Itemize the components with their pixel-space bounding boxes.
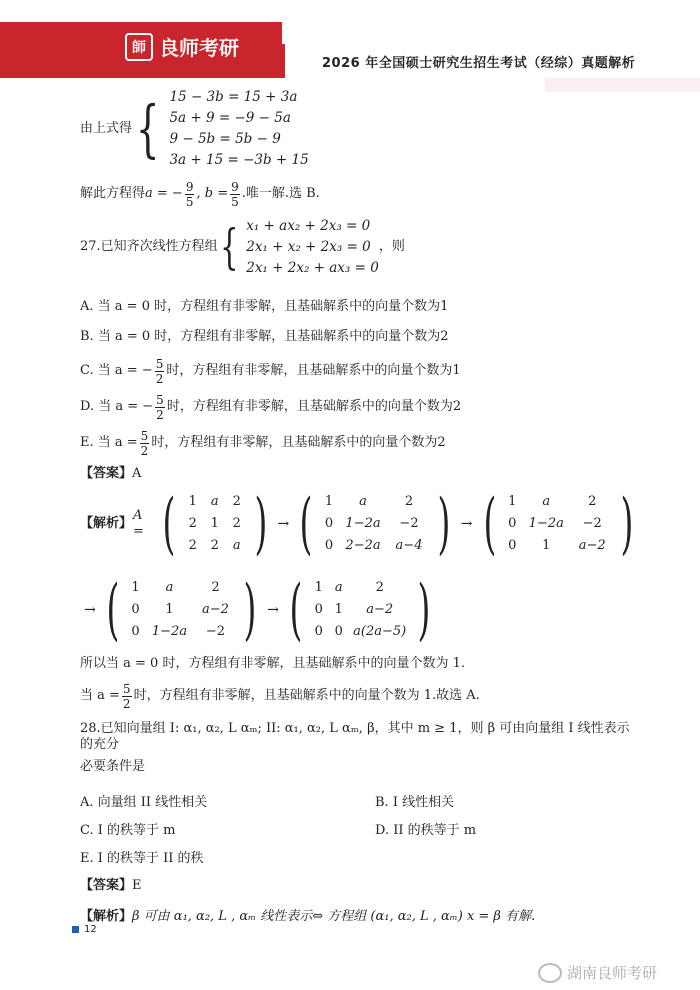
matrix-cell: a−4	[395, 538, 423, 554]
watermark	[538, 962, 657, 983]
q27-stem	[80, 214, 640, 280]
matrix-cell: 2	[404, 494, 414, 510]
matrix-cell: a−2	[578, 538, 606, 554]
q28-option-e: E. I 的秩等于 II 的秩	[80, 851, 204, 867]
matrix-cell: 2	[232, 494, 241, 510]
q26-a-frac: $\frac{9}{5}$	[185, 179, 194, 209]
watermark-text: 湖南良师考研	[567, 964, 658, 982]
matrix-cell: a(2a−5)	[353, 624, 407, 640]
matrix-3-grid	[502, 491, 614, 557]
q28-option-d: D. II 的秩等于 m	[375, 823, 477, 839]
header-white-area	[280, 22, 700, 44]
matrix-cell: 2	[210, 538, 219, 554]
matrix-cell: 2	[375, 580, 384, 596]
q28-answer	[80, 874, 640, 898]
matrix-cell: 1	[542, 538, 551, 554]
matrix-cell: 0	[324, 538, 334, 554]
matrix-cell: 0	[131, 624, 140, 640]
q27-stem-end: ，则	[378, 239, 405, 255]
matrix-cell: 2	[232, 516, 241, 532]
matrix-cell: −2	[399, 516, 419, 532]
brand-name: 良师考研	[159, 36, 239, 60]
q27-eq1: x₁ + ax₂ + 2x₃ = 0	[246, 217, 371, 234]
matrix-cell: 2−2a	[345, 538, 381, 554]
matrix-cell: a	[359, 494, 367, 510]
q26-system	[80, 88, 640, 170]
q28-options-row1	[80, 790, 640, 816]
q27-analysis-label: 【解析】	[80, 516, 133, 532]
q27-stem-text: 27.已知齐次线性方程组	[80, 239, 218, 255]
q28-option-c: C. I 的秩等于 m	[80, 823, 176, 839]
q26-lead: 由上式得	[80, 121, 133, 137]
matrix-cell: 1−2a	[345, 516, 381, 532]
q28-option-b: B. I 线性相关	[375, 795, 455, 811]
matrix-2-grid	[319, 491, 431, 557]
matrix-cell: 0	[131, 602, 140, 618]
matrix-cell: a	[232, 538, 241, 554]
matrix-3: ( 1 a 2 0 1−2a −2 0 1 a−2 )	[482, 485, 634, 562]
matrix-4-grid	[125, 577, 237, 643]
matrix-cell: 1	[188, 494, 197, 510]
matrix-cell: a−2	[366, 602, 394, 618]
matrix-4: ( 1 a 2 0 1 a−2 0 1−2a −2 )	[106, 571, 257, 648]
matrix-cell: a	[210, 494, 219, 510]
matrix-cell: 2	[211, 580, 220, 596]
q27-option-a: A. 当 a = 0 时，方程组有非零解，且基础解系中的向量个数为1	[80, 299, 449, 315]
matrix-cell: a	[542, 494, 551, 510]
q27-analysis-row2	[80, 572, 640, 648]
q28-options-row2	[80, 818, 640, 844]
matrix-1: ( 1 a 2 2 1 2 2 2 a )	[162, 485, 268, 562]
q28-option-a: A. 向量组 II 线性相关	[80, 795, 208, 811]
matrix-cell: 0	[334, 624, 343, 640]
q26-sol-prefix: 解此方程得	[80, 186, 146, 202]
q27-option-e: E. 当 a = $\frac{5}{2}$ 时，方程组有非零解，且基础解系中的向量个数为2	[80, 428, 446, 458]
q26-sol-suffix: .唯一解.选 B.	[241, 186, 320, 202]
q28-answer-value: E	[132, 878, 142, 894]
weibo-icon	[538, 963, 562, 983]
q27-analysis-row1	[80, 486, 640, 562]
q27-option-c: C. 当 a = − $\frac{5}{2}$ 时，方程组有非零解，且基础解系中的向量个数为1	[80, 356, 461, 386]
logo-icon: 師	[125, 33, 153, 61]
q28-answer-label: 【答案】	[80, 878, 133, 894]
q28-analysis-label: 【解析】	[80, 909, 133, 925]
matrix-cell: a	[165, 580, 174, 596]
q26-equations	[169, 87, 308, 171]
q27-option-d: D. 当 a = − $\frac{5}{2}$ 时，方程组有非零解，且基础解系中的向量个数为2	[80, 392, 462, 422]
matrix-cell: 0	[508, 516, 517, 532]
matrix-cell: a	[334, 580, 343, 596]
q27-answer-value: A	[132, 466, 142, 482]
matrix-cell: 1	[314, 580, 323, 596]
q27-equations	[246, 216, 379, 279]
matrix-2: ( 1 a 2 0 1−2a −2 0 2−2a a−4 )	[299, 485, 451, 562]
page-number	[72, 924, 97, 935]
matrix-cell: 0	[314, 602, 323, 618]
matrix-cell: 2	[188, 516, 197, 532]
q27-A-eq: A =	[133, 508, 144, 539]
q27-eq2: 2x₁ + x₂ + 2x₃ = 0	[246, 238, 371, 255]
matrix-cell: −2	[205, 624, 226, 640]
matrix-cell: 1−2a	[528, 516, 564, 532]
matrix-cell: 2	[588, 494, 597, 510]
arrow-4: →	[267, 601, 279, 618]
q26-eq2: 5a + 9 = −9 − 5a	[169, 110, 291, 126]
matrix-cell: 1	[324, 494, 334, 510]
q28-stem-line1: 28.已知向量组 I: α₁, α₂, L αₘ; II: α₁, α₂, L αₘ, β，其中 m ≥ 1，则 β 可由向量组 I 线性表示的充分	[80, 721, 630, 752]
page-number-text: 12	[84, 924, 97, 935]
matrix-cell: a−2	[202, 602, 229, 618]
q27-option-b: B. 当 a = 0 时，方程组有非零解，且基础解系中的向量个数为2	[80, 329, 449, 345]
matrix-1-grid	[182, 491, 248, 557]
q27-conclusion-2: 当 a = $\frac{5}{2}$ 时，方程组有非零解，且基础解系中的向量个数为 1.故选 A.	[80, 681, 480, 711]
matrix-cell: 0	[314, 624, 323, 640]
q27-answer-label: 【答案】	[80, 466, 133, 482]
matrix-5-grid	[309, 577, 411, 643]
matrix-cell: 1	[334, 602, 343, 618]
q27-brace: {	[219, 219, 239, 275]
q27-options	[80, 294, 640, 460]
matrix-cell: 0	[508, 538, 517, 554]
q26-eq3: 9 − 5b = 5b − 9	[169, 131, 281, 147]
matrix-cell: 2	[188, 538, 197, 554]
q28-analysis	[80, 902, 640, 932]
matrix-cell: 1−2a	[151, 624, 188, 640]
arrow-2: →	[460, 515, 473, 532]
arrow-1: →	[277, 515, 290, 532]
header-title: 2026 年全国硕士研究生招生考试（经综）真题解析	[322, 56, 636, 71]
brand-logo	[125, 32, 239, 61]
arrow-3: →	[84, 601, 96, 618]
q26-eq1: 15 − 3b = 15 + 3a	[169, 89, 298, 105]
matrix-cell: −2	[582, 516, 602, 532]
q26-b-frac: $\frac{9}{5}$	[231, 179, 239, 209]
matrix-cell: 0	[324, 516, 334, 532]
matrix-5: ( 1 a 2 0 1 a−2 0 0 a(2a−5) )	[289, 571, 431, 648]
q27-eq3: 2x₁ + 2x₂ + ax₃ = 0	[246, 259, 379, 276]
q26-a-var: a = −	[145, 186, 183, 202]
q28-stem-line2: 必要条件是	[80, 759, 146, 775]
q26-eq4: 3a + 15 = −3b + 15	[169, 152, 309, 168]
matrix-cell: 1	[165, 602, 174, 618]
q26-brace: {	[135, 92, 160, 165]
q28-analysis-text: β 可由 α₁, α₂, L , αₘ 线性表示⇔ 方程组 (α₁, α₂, L , αₘ) x = β 有解.	[132, 909, 536, 925]
page-header	[0, 0, 700, 78]
q26-b-var: , b =	[196, 186, 229, 202]
matrix-cell: 1	[131, 580, 140, 596]
page-marker-icon	[72, 926, 79, 933]
q27-conclusion-1: 所以当 a = 0 时，方程组有非零解，且基础解系中的向量个数为 1.	[80, 656, 465, 672]
q27-answer	[80, 462, 640, 486]
matrix-cell: 1	[210, 516, 219, 532]
page-content	[80, 88, 640, 932]
matrix-cell: 1	[508, 494, 517, 510]
q26-solution	[80, 176, 640, 212]
